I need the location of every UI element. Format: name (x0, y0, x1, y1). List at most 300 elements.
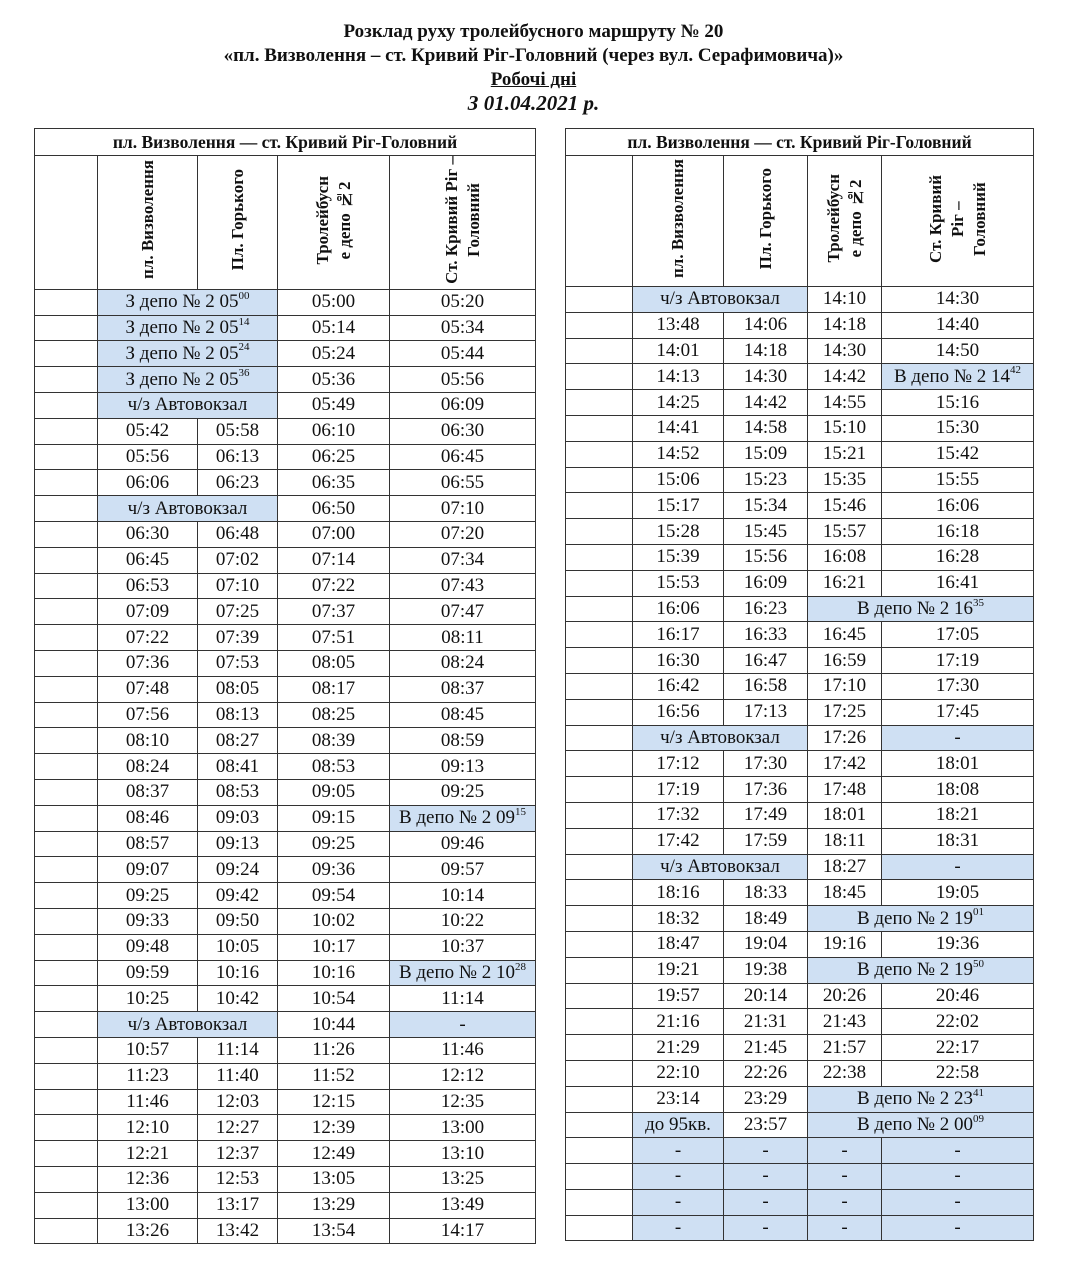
depot-note-cell (808, 1086, 1034, 1112)
cell-text: 14:42 (822, 365, 867, 387)
cell-text: 07:20 (440, 523, 485, 545)
cell-text: - (841, 1191, 848, 1213)
cell-text: 17:30 (935, 675, 980, 697)
schedule-row (35, 418, 536, 444)
blank-cell (35, 1192, 98, 1218)
empty-dash-cell (808, 1138, 882, 1164)
time-cell (724, 1086, 808, 1112)
cell-text: 09:05 (311, 781, 356, 803)
cell-text: 15:16 (935, 391, 980, 413)
cell-text: 07:10 (215, 574, 260, 596)
column-header-label: Пл. Горького (755, 167, 775, 270)
cell-text: 05:42 (125, 420, 170, 442)
time-cell (278, 1166, 390, 1192)
time-cell (278, 1037, 390, 1063)
blank-cell (35, 418, 98, 444)
cell-text: 05:58 (215, 420, 260, 442)
schedule-table-left (34, 128, 536, 1244)
cell-text: 10:16 (311, 961, 356, 983)
time-cell (390, 1192, 536, 1218)
empty-dash-cell (882, 725, 1034, 751)
time-cell (882, 441, 1034, 467)
blank-cell (566, 725, 633, 751)
time-cell (633, 931, 724, 957)
schedule-row (35, 1166, 536, 1192)
via-bus-station-cell (633, 725, 808, 751)
cell-text: 11:46 (441, 1039, 484, 1061)
time-cell (633, 1035, 724, 1061)
cell-text: 08:10 (125, 729, 170, 751)
cell-text: 15:53 (656, 572, 700, 594)
cell-text: 06:45 (440, 445, 485, 467)
cell-text: 10:17 (311, 936, 356, 958)
cell-text: 14:42 (743, 391, 788, 413)
column-header-label: пл. Визволення (668, 158, 687, 278)
cell-text: 09:25 (311, 832, 356, 854)
cell-text: 16:56 (656, 701, 700, 723)
time-cell (724, 312, 808, 338)
cell-text: 12:39 (311, 1116, 356, 1138)
cell-text: В депо № 2 19 (856, 959, 974, 981)
column-header-stop-1 (633, 156, 724, 287)
time-cell (390, 496, 536, 522)
schedule-row (35, 908, 536, 934)
time-cell (882, 673, 1034, 699)
time-cell (633, 777, 724, 803)
time-cell (808, 570, 882, 596)
cell-text: В депо № 2 14 (893, 365, 1011, 387)
blank-cell (566, 1035, 633, 1061)
cell-text: - (762, 1191, 769, 1213)
empty-dash-cell (882, 1138, 1034, 1164)
blank-cell (566, 441, 633, 467)
schedule-row (566, 1189, 1034, 1215)
blank-cell (35, 444, 98, 470)
time-cell (882, 1060, 1034, 1086)
time-cell (98, 676, 198, 702)
schedule-rows-left (35, 289, 536, 1243)
cell-text: 16:59 (822, 649, 867, 671)
cell-text: 17:10 (822, 675, 867, 697)
time-cell (390, 341, 536, 367)
cell-text: 13:48 (656, 314, 700, 336)
time-cell (98, 573, 198, 599)
schedule-row (566, 1112, 1034, 1138)
blank-cell (566, 312, 633, 338)
time-cell (278, 728, 390, 754)
blank-cell (35, 754, 98, 780)
time-cell (633, 828, 724, 854)
time-cell (633, 364, 724, 390)
time-cell (278, 341, 390, 367)
blank-cell (35, 857, 98, 883)
cell-text: 11:14 (216, 1039, 259, 1061)
schedule-row (566, 390, 1034, 416)
time-cell (724, 570, 808, 596)
blank-cell (566, 622, 633, 648)
cell-text: 10:22 (440, 910, 485, 932)
depot-note-cell (98, 315, 278, 341)
cell-text: 17:36 (743, 778, 788, 800)
blank-cell (35, 960, 98, 986)
time-cell (198, 1166, 278, 1192)
blank-cell (35, 1063, 98, 1089)
cell-text: 17:59 (743, 830, 788, 852)
time-cell (633, 983, 724, 1009)
time-cell (198, 805, 278, 831)
cell-text: 09:54 (311, 884, 356, 906)
time-cell (633, 519, 724, 545)
cell-text: 17:19 (935, 649, 980, 671)
cell-text: 12:12 (440, 1065, 485, 1087)
cell-text: 22:02 (935, 1010, 980, 1032)
empty-dash-cell (882, 1189, 1034, 1215)
cell-text: 07:53 (215, 652, 260, 674)
header-line: е депо №2 (845, 179, 865, 258)
cell-text: 16:47 (743, 649, 788, 671)
effective-date: З 01.04.2021 р. (467, 91, 600, 115)
cell-text: 18:31 (935, 830, 980, 852)
cell-text: - (762, 1139, 769, 1161)
schedule-row (35, 754, 536, 780)
time-cell (390, 367, 536, 393)
time-cell (198, 444, 278, 470)
cell-text: 18:49 (743, 907, 788, 929)
cell-text: 20:46 (935, 984, 980, 1006)
cell-text: 10:02 (311, 910, 356, 932)
blank-cell (35, 573, 98, 599)
via-bus-station-cell (633, 287, 808, 313)
blank-cell (566, 1138, 633, 1164)
direction-title: пл. Визволення — ст. Кривий Ріг-Головний (566, 129, 1034, 156)
cell-text: 19:16 (822, 933, 867, 955)
time-cell (278, 444, 390, 470)
time-cell (633, 802, 724, 828)
cell-text: ч/з Автовокзал (127, 394, 248, 416)
cell-text: 17:45 (935, 701, 980, 723)
cell-text: 09:07 (125, 858, 170, 880)
time-cell (98, 470, 198, 496)
schedule-row (566, 1035, 1034, 1061)
minutes-superscript: 14 (238, 315, 250, 328)
time-cell (390, 470, 536, 496)
time-cell (98, 1115, 198, 1141)
time-cell (724, 493, 808, 519)
blank-column-header (35, 156, 98, 290)
schedule-row (566, 828, 1034, 854)
time-cell (633, 751, 724, 777)
time-cell (724, 364, 808, 390)
time-cell (198, 728, 278, 754)
document-header (0, 20, 1067, 114)
blank-cell (566, 1215, 633, 1241)
column-header-label (823, 174, 867, 262)
time-cell (278, 857, 390, 883)
depot-note-cell (98, 289, 278, 315)
cell-text: 06:23 (215, 471, 260, 493)
cell-text: 08:05 (311, 652, 356, 674)
depot-note-cell (808, 906, 1034, 932)
time-cell (390, 1063, 536, 1089)
time-cell (198, 908, 278, 934)
time-cell (882, 390, 1034, 416)
blank-cell (566, 364, 633, 390)
time-cell (724, 622, 808, 648)
time-cell (198, 676, 278, 702)
schedule-row (35, 444, 536, 470)
blank-cell (35, 1012, 98, 1038)
time-cell (633, 493, 724, 519)
time-cell (633, 648, 724, 674)
time-cell (278, 573, 390, 599)
time-cell (808, 648, 882, 674)
blank-cell (566, 802, 633, 828)
cell-text: З депо № 2 05 (125, 291, 239, 313)
cell-text: 10:16 (215, 961, 260, 983)
minutes-superscript: 42 (1010, 364, 1022, 377)
time-cell (390, 831, 536, 857)
time-cell (390, 857, 536, 883)
time-cell (882, 699, 1034, 725)
schedule-row (566, 519, 1034, 545)
time-cell (808, 802, 882, 828)
cell-text: - (954, 1165, 961, 1187)
schedule-row (35, 1141, 536, 1167)
cell-text: 06:13 (215, 445, 260, 467)
time-cell (724, 957, 808, 983)
cell-text: 14:41 (656, 417, 700, 439)
blank-cell (566, 648, 633, 674)
schedule-row (35, 676, 536, 702)
blank-cell (35, 496, 98, 522)
schedule-row (566, 544, 1034, 570)
cell-text: 05:14 (311, 317, 356, 338)
cell-text: 17:19 (656, 778, 700, 800)
schedule-row (566, 1009, 1034, 1035)
cell-text: 08:24 (440, 652, 485, 674)
schedule-row (35, 496, 536, 522)
cell-text: 16:45 (822, 623, 867, 645)
cell-text: 14:17 (440, 1219, 485, 1241)
cell-text: В депо № 2 10 (398, 961, 516, 983)
cell-text: 05:44 (440, 342, 485, 364)
schedule-row (566, 777, 1034, 803)
blank-cell (35, 315, 98, 341)
time-cell (278, 960, 390, 986)
cell-text: 19:38 (743, 959, 788, 981)
time-cell (882, 622, 1034, 648)
time-cell (724, 1112, 808, 1138)
time-cell (808, 725, 882, 751)
schedule-row (35, 1089, 536, 1115)
time-cell (633, 1060, 724, 1086)
time-cell (633, 544, 724, 570)
cell-text: 15:56 (743, 546, 788, 568)
time-cell (808, 493, 882, 519)
time-cell (390, 547, 536, 573)
blank-cell (566, 570, 633, 596)
cell-text: 13:17 (215, 1194, 260, 1216)
cell-text: 13:25 (440, 1168, 485, 1190)
time-cell (278, 754, 390, 780)
time-cell (278, 521, 390, 547)
cell-text: 09:25 (125, 884, 170, 906)
schedule-row (566, 880, 1034, 906)
blank-cell (566, 854, 633, 880)
time-cell (724, 544, 808, 570)
cell-text: 23:29 (743, 1088, 788, 1110)
schedule-row (566, 467, 1034, 493)
cell-text: 22:58 (935, 1062, 980, 1084)
cell-text: 08:11 (441, 626, 484, 648)
time-cell (808, 364, 882, 390)
cell-text: 09:13 (440, 755, 485, 777)
time-cell (198, 1141, 278, 1167)
time-cell (98, 444, 198, 470)
time-cell (278, 599, 390, 625)
time-cell (198, 599, 278, 625)
cell-text: ч/з Автовокзал (127, 497, 248, 519)
cell-text: 15:34 (743, 494, 788, 516)
time-cell (882, 983, 1034, 1009)
blank-cell (35, 728, 98, 754)
blank-cell (35, 1166, 98, 1192)
time-cell (633, 880, 724, 906)
cell-text: 12:10 (125, 1116, 170, 1138)
schedule-row (566, 751, 1034, 777)
cell-text: 17:05 (935, 623, 980, 645)
cell-text: 18:32 (656, 907, 700, 929)
cell-text: 09:42 (215, 884, 260, 906)
cell-text: 14:18 (822, 314, 867, 336)
cell-text: 21:43 (822, 1010, 867, 1032)
cell-text: 09:36 (311, 858, 356, 880)
schedule-row (35, 857, 536, 883)
cell-text: 09:46 (440, 832, 485, 854)
time-cell (882, 519, 1034, 545)
time-cell (808, 338, 882, 364)
cell-text: 23:14 (656, 1088, 700, 1110)
cell-text: 09:57 (440, 858, 485, 880)
blank-cell (35, 599, 98, 625)
time-cell (98, 521, 198, 547)
time-cell (98, 1037, 198, 1063)
time-cell (198, 831, 278, 857)
cell-text: 17:42 (656, 830, 700, 852)
blank-cell (566, 931, 633, 957)
cell-text: 16:33 (743, 623, 788, 645)
time-cell (98, 702, 198, 728)
time-cell (278, 1089, 390, 1115)
cell-text: 23:57 (743, 1113, 788, 1135)
cell-text: 11:14 (441, 987, 484, 1009)
time-cell (724, 1060, 808, 1086)
cell-text: 20:14 (743, 984, 788, 1006)
schedule-row (566, 1060, 1034, 1086)
cell-text: 18:45 (822, 881, 867, 903)
schedule-row (566, 725, 1034, 751)
cell-text: 19:57 (656, 984, 700, 1006)
time-cell (390, 393, 536, 419)
cell-text: В депо № 2 09 (398, 807, 516, 829)
schedule-row (566, 287, 1034, 313)
header-line: Головний (463, 183, 483, 257)
time-cell (808, 287, 882, 313)
blank-cell (35, 367, 98, 393)
time-cell (390, 934, 536, 960)
time-cell (633, 596, 724, 622)
cell-text: З депо № 2 05 (125, 317, 239, 338)
minutes-superscript: 41 (973, 1086, 985, 1099)
schedule-row (566, 570, 1034, 596)
cell-text: 09:33 (125, 910, 170, 932)
time-cell (198, 702, 278, 728)
blank-cell (35, 1115, 98, 1141)
time-cell (278, 650, 390, 676)
cell-text: 15:09 (743, 443, 788, 465)
depot-note-cell (882, 364, 1034, 390)
cell-text: 08:53 (215, 781, 260, 803)
time-cell (278, 883, 390, 909)
schedule-row (35, 470, 536, 496)
schedule-row (35, 1012, 536, 1038)
cell-text: 15:55 (935, 468, 980, 490)
schedule-row (35, 1192, 536, 1218)
empty-dash-cell (882, 854, 1034, 880)
blank-cell (566, 1009, 633, 1035)
blank-cell (566, 338, 633, 364)
schedule-row (566, 699, 1034, 725)
cell-text: 12:37 (215, 1142, 260, 1164)
cell-text: 09:25 (440, 781, 485, 803)
time-cell (278, 625, 390, 651)
cell-text: 12:03 (215, 1090, 260, 1112)
blank-cell (566, 596, 633, 622)
header-line: Тролейбусн (823, 174, 843, 263)
cell-text: 15:23 (743, 468, 788, 490)
minutes-superscript: 15 (515, 805, 527, 818)
empty-dash-cell (633, 1138, 724, 1164)
depot-note-cell (808, 1112, 1034, 1138)
time-cell (390, 779, 536, 805)
blank-cell (566, 957, 633, 983)
time-cell (98, 831, 198, 857)
time-cell (882, 777, 1034, 803)
cell-text: З депо № 2 05 (125, 368, 239, 390)
cell-text: В депо № 2 00 (856, 1113, 974, 1135)
cell-text: 07:39 (215, 626, 260, 648)
cell-text: 06:10 (311, 420, 356, 442)
blank-cell (35, 702, 98, 728)
time-cell (198, 1218, 278, 1244)
cell-text: 14:18 (743, 339, 788, 361)
cell-text: 18:16 (656, 881, 700, 903)
cell-text: - (954, 1217, 961, 1239)
time-cell (278, 676, 390, 702)
schedule-row (35, 341, 536, 367)
cell-text: 07:51 (311, 626, 356, 648)
schedule-row (566, 493, 1034, 519)
empty-dash-cell (808, 1189, 882, 1215)
blank-cell (566, 777, 633, 803)
time-cell (198, 779, 278, 805)
cell-text: 18:33 (743, 881, 788, 903)
blank-cell (566, 751, 633, 777)
cell-text: 11:46 (126, 1090, 169, 1112)
time-cell (882, 467, 1034, 493)
cell-text: 06:53 (125, 574, 170, 596)
time-cell (98, 547, 198, 573)
